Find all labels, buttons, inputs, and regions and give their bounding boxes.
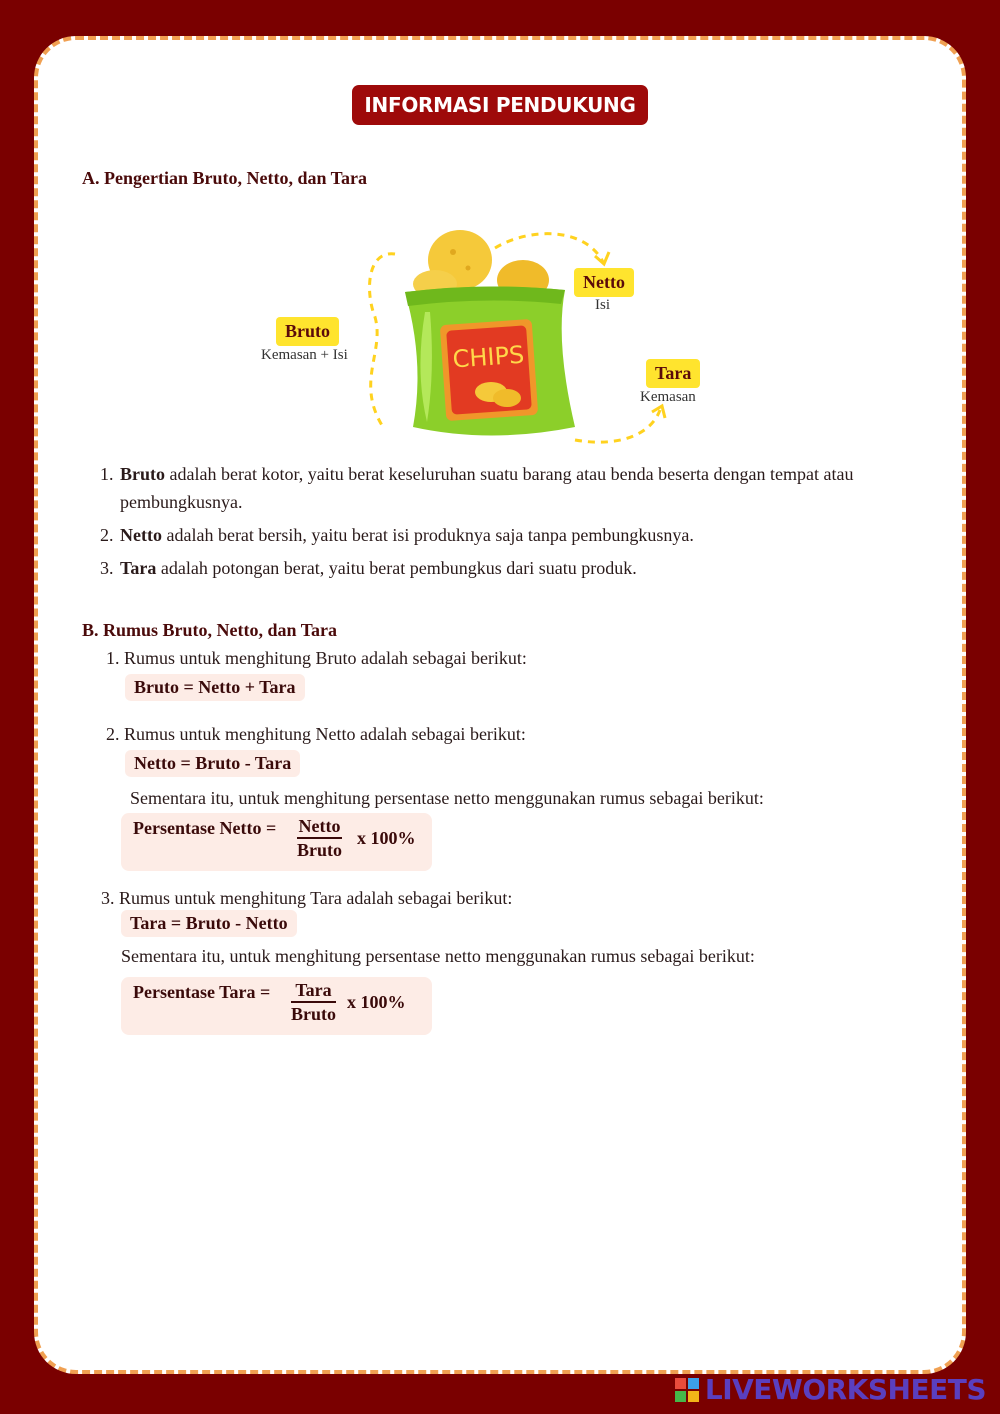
rumus-netto-intro: 2. Rumus untuk menghitung Netto adalah sebagai berikut: [106,724,526,744]
tara-tag: Tara [646,359,700,388]
definition-term: Tara [120,558,157,578]
persentase-tara-label: Persentase Tara = [133,982,271,1002]
persentase-netto-note: Sementara itu, untuk menghitung persentase netto menggunakan rumus sebagai berikut: [130,788,764,808]
netto-tag: Netto [574,268,634,297]
fraction-numerator: Tara [291,979,336,1003]
formula-tara: Tara = Bruto - Netto [121,910,297,937]
persentase-netto-label: Persentase Netto = [133,818,277,838]
definition-list [98,460,916,587]
formula-netto: Netto = Bruto - Tara [125,750,300,777]
persentase-netto-formula [121,813,432,871]
persentase-tara-fraction [291,979,336,1025]
definition-item: 2. Netto adalah berat bersih, yaitu berat isi produknya saja tanpa pembungkusnya. [100,525,694,545]
rumus-tara-intro: 3. Rumus untuk menghitung Tara adalah sebagai berikut: [101,888,513,908]
tara-tag-sub: Kemasan [640,389,696,405]
liveworksheets-text: LIVEWORKSHEETS [704,1373,986,1406]
section-a-heading: A. Pengertian Bruto, Netto, dan Tara [82,168,367,188]
liveworksheets-watermark [675,1373,986,1406]
definition-item: 3. Tara adalah potongan berat, yaitu berat pembungkus dari suatu produk. [100,558,637,578]
definition-item: 1. Bruto adalah berat kotor, yaitu berat keseluruhan suatu barang atau benda beserta dengan tempat atau pembungkusnya. [100,464,854,512]
fraction-denominator: Bruto [297,840,342,860]
bruto-tag-sub: Kemasan + Isi [261,347,348,363]
section-b-heading: B. Rumus Bruto, Netto, dan Tara [82,620,338,640]
persentase-netto-fraction [297,815,342,861]
persentase-tara-note: Sementara itu, untuk menghitung persentase netto menggunakan rumus sebagai berikut: [121,946,755,966]
persentase-netto-tail: x 100% [357,828,416,848]
persentase-tara-tail: x 100% [347,992,406,1012]
liveworksheets-logo-icon [675,1378,699,1402]
definition-term: Netto [120,525,162,545]
formula-bruto: Bruto = Netto + Tara [125,674,305,701]
bag-label-text: CHIPS [451,340,526,374]
rumus-bruto-intro: 1. Rumus untuk menghitung Bruto adalah sebagai berikut: [106,648,527,668]
persentase-tara-formula [121,977,432,1035]
bruto-tag: Bruto [276,317,339,346]
fraction-numerator: Netto [297,815,342,839]
fraction-denominator: Bruto [291,1004,336,1024]
page-title: INFORMASI PENDUKUNG [352,85,648,125]
definition-term: Bruto [120,464,165,484]
netto-tag-sub: Isi [595,297,610,313]
